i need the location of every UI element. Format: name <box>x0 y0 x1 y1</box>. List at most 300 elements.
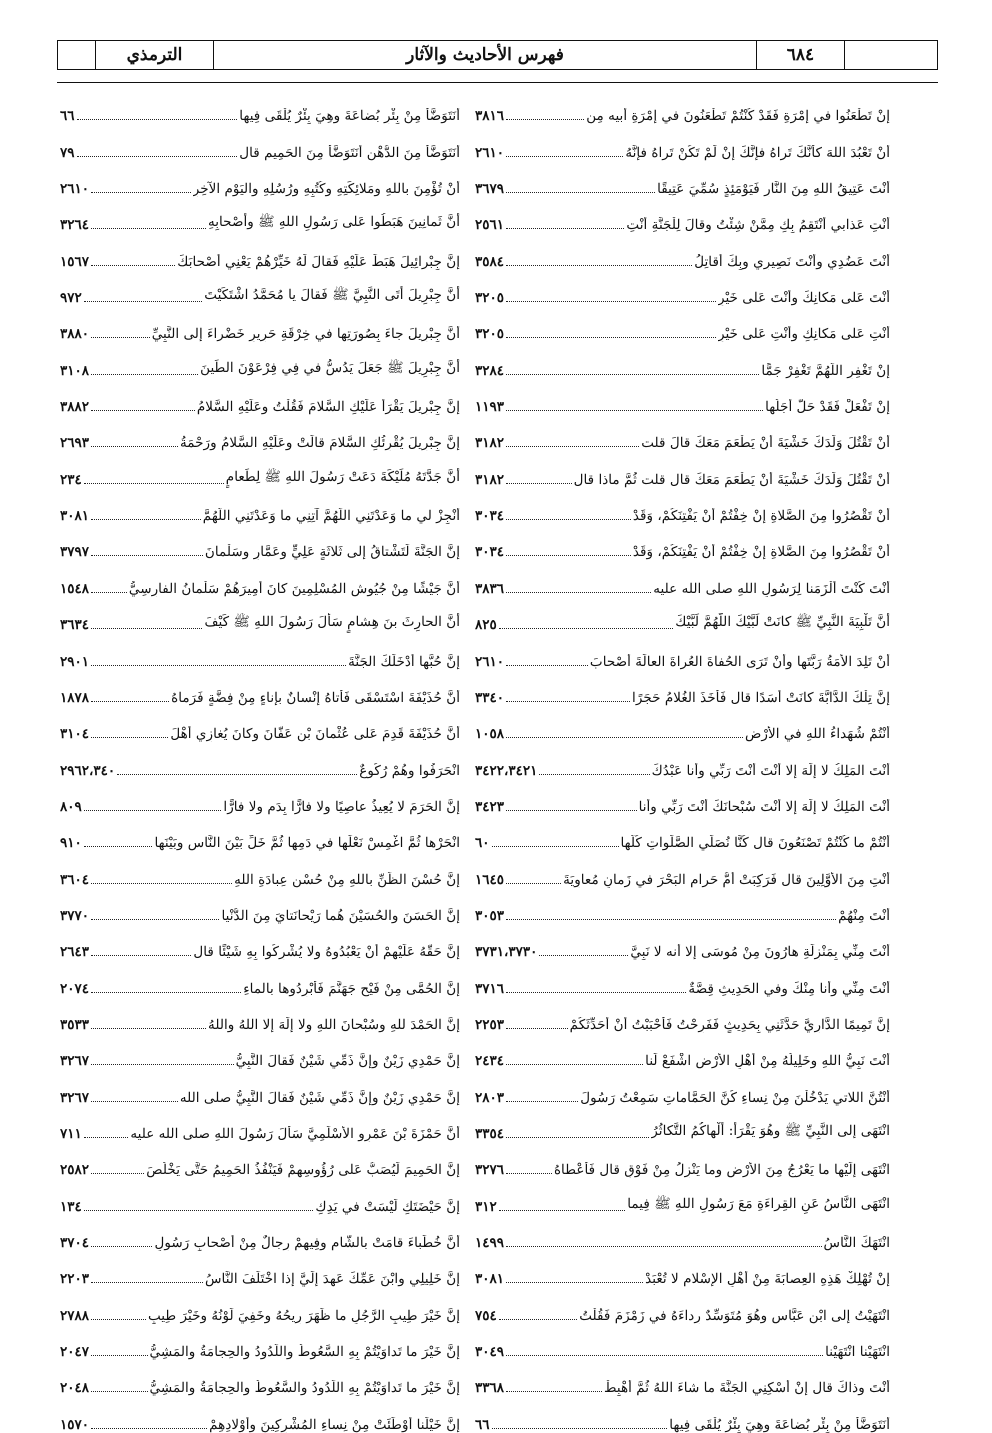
hadith-number: ٣٢٧٦ <box>475 1162 505 1179</box>
hadith-number: ٣٠٣٤ <box>475 544 505 561</box>
dot-leader <box>77 119 238 120</box>
entry-text: إنَّ خَيْلَنا أوْطَئَتْ مِنْ نِساءِ المُشْرِكِينَ وأوْلادِهِمْ <box>209 1416 460 1433</box>
dot-leader <box>91 1282 203 1283</box>
entry-text: أنَّ جَدَّتَهُ مُلَيْكَةَ دَعَتْ رَسُولَ اللهِ ﷺ لِطَعامٍ <box>225 468 460 485</box>
hadith-number: ٣٦٠٤ <box>60 871 90 888</box>
index-entry <box>60 888 460 924</box>
entry-text: أنْتَ وذاكَ قال إنْ أُسْكِنِي الجَنَّةَ ما شاءَ اللهُ ثُمَّ أهْبِطْ <box>603 1380 890 1397</box>
hadith-number: ٣٢٦٧ <box>60 1053 90 1070</box>
entry-text: إنَّ الحَمِيمَ لَيُصَبُّ عَلى رُؤُوسِهِمْ فَيَنْفُذُ الحَمِيمُ حَتَّى يَخْلُصَ <box>146 1162 460 1179</box>
hadith-number: ٣٥٨٤ <box>475 253 505 270</box>
hadith-number: ٣١٠٤ <box>60 726 90 743</box>
dot-leader <box>91 592 127 593</box>
entry-text: أنْتَ عَتِيقُ اللهِ مِنَ النَّارِ فَيَوْمَئِذٍ سُمِّيَ عَتِيقًا <box>657 181 890 198</box>
dot-leader <box>91 519 201 520</box>
hadith-number: ١٥٧٠ <box>60 1416 90 1433</box>
dot-leader <box>117 774 357 775</box>
entry-text: إنَّ خَلِيلِي وابْنَ عَمِّكَ عَهِدَ إلَيَّ إذا اخْتَلَفَ النَّاسُ <box>204 1271 460 1288</box>
entry-text: أنْتُمْ شُهَداءُ اللهِ في الأرْضِ <box>744 726 890 743</box>
dot-leader <box>84 810 222 811</box>
hadith-number: ٣٠٨١ <box>475 1271 505 1288</box>
dot-leader <box>539 774 649 775</box>
dot-leader <box>84 483 224 484</box>
index-entry <box>475 88 890 124</box>
index-entry <box>60 197 460 233</box>
index-entry <box>60 1178 460 1214</box>
hadith-number: ٨٠٩ <box>60 798 82 815</box>
index-entry <box>60 960 460 996</box>
dot-leader <box>91 1173 144 1174</box>
index-entry <box>475 415 890 451</box>
dot-leader <box>506 1101 578 1102</box>
entry-text: أنْ تُؤْمِنَ باللهِ ومَلائِكَتِهِ وكُتُبِهِ ورُسُلِهِ واليَوْمِ الآخِرِ <box>192 181 460 198</box>
dot-leader <box>506 592 651 593</box>
index-entry <box>60 815 460 851</box>
hadith-number: ٧٥٤ <box>475 1307 497 1324</box>
dot-leader <box>91 555 203 556</box>
entry-text: أنْ تَقْصُرُوا مِنَ الصَّلاةِ إنْ خِفْتُمْ أنْ يَفْتِنَكُمْ، وَقَدْ <box>632 544 890 561</box>
index-entry <box>60 560 460 596</box>
index-entry <box>60 161 460 197</box>
entry-text: إنْ تَطْعَنُوا في إمْرَةِ فَقَدْ كُنْتُمْ تَطْعَنُونَ في إمْرَةِ أبيه مِن <box>586 108 890 125</box>
dot-leader <box>539 955 628 956</box>
index-entry <box>60 415 460 451</box>
dot-leader <box>91 374 198 375</box>
index-entry <box>475 1287 890 1323</box>
entry-text: أنْتَ المَلِكُ لا إلَهَ إلا أنْتَ أنْتَ رَبِّي وأنا عَبْدُكَ <box>651 762 890 779</box>
index-entry <box>60 851 460 887</box>
entry-text: إنَّ تِلْكَ الدَّابَّةَ كانَتْ أسَدًا قال فَأخَذَ الغُلامُ حَجَرًا <box>632 689 890 706</box>
entry-text: أنْتَ عَضُدِي وأنْتَ نَصِيرِي وبِكَ أُقاتِلُ <box>694 253 890 270</box>
index-entry <box>475 197 890 233</box>
entry-text: أنَّ حُذَيْفَةَ قَدِمَ عَلى عُثْمانَ بْنِ عَفَّانَ وكانَ يُغازِي أهْلَ <box>170 726 460 743</box>
index-entry <box>475 270 890 306</box>
hadith-number: ٢٦٩٣ <box>60 435 90 452</box>
hadith-number: ٢٠٤٧ <box>60 1344 90 1361</box>
entry-text: أنَّ جِبْرِيلَ جاءَ بِصُورَتِها في خِرْقَةِ حَرِيرٍ خَضْراءَ إلى النَّبِيِّ <box>151 326 460 343</box>
hadith-number: ١٣٤ <box>60 1198 82 1215</box>
index-entry <box>475 342 890 378</box>
dot-leader <box>91 410 195 411</box>
index-entry <box>475 1324 890 1360</box>
index-entry <box>60 1069 460 1105</box>
entry-text: أنْتَ مِنِّي وأنا مِنْكَ وفي الحَدِيثِ قِصَّةٌ <box>688 980 890 997</box>
hadith-number: ٣٤٢٣ <box>475 798 505 815</box>
entry-text: أنْ تَقْتُلَ وَلَدَكَ خَشْيَةَ أنْ يَطْعَمَ مَعَكَ قالَ قلت <box>641 435 890 452</box>
entry-text: إنَّ حَيْضَتَكِ لَيْسَتْ في يَدِكِ <box>315 1198 460 1215</box>
hadith-number: ٣٨٨٢ <box>60 399 90 416</box>
dot-leader <box>84 846 153 847</box>
page-header <box>57 40 938 70</box>
entry-text: إنَّ جِبْرائِيلَ هَبَطَ عَلَيْهِ فَقالَ لَهُ خَيِّرْهُمْ يَعْنِي أصْحابَكَ <box>177 253 460 270</box>
index-entry <box>475 997 890 1033</box>
index-entry <box>475 451 890 487</box>
index-entry <box>475 888 890 924</box>
dot-leader <box>506 810 637 811</box>
index-entry <box>60 124 460 160</box>
dot-leader <box>506 992 686 993</box>
entry-text: أنَّ حَمْزَةَ بْنَ عَمْرٍو الأسْلَمِيَّ سَألَ رَسُولَ اللهِ صلى الله عليه <box>130 1125 460 1142</box>
hadith-number: ٢٢٥٣ <box>475 1016 505 1033</box>
hadith-number: ٩٧٢ <box>60 290 82 307</box>
hadith-number: ٣٨٣٦ <box>475 580 505 597</box>
hadith-number: ٦٦ <box>475 1416 490 1433</box>
dot-leader <box>91 1319 146 1320</box>
hadith-number: ١٥٦٧ <box>60 253 90 270</box>
hadith-number: ٣٠٥٣ <box>475 907 505 924</box>
entry-text: انْتَهَكَ النَّاسُ <box>823 1235 890 1251</box>
hadith-number: ٣٨٨٠ <box>60 326 90 343</box>
hadith-number: ١٤٩٩ <box>475 1235 505 1251</box>
dot-leader <box>506 337 716 338</box>
entry-text: إنَّ جِبْرِيلَ يُقْرِئُكِ السَّلامَ قالَتْ وعَلَيْهِ السَّلامُ ورَحْمَةُ <box>179 435 460 452</box>
hadith-number: ٣٠٣٤ <box>475 508 505 525</box>
index-entry <box>475 779 890 815</box>
header-rule <box>57 82 938 83</box>
dot-leader <box>91 883 232 884</box>
entry-text: إنَّ حَمْدِي زَيْنٌ وإنَّ ذَمِّي شَيْنٌ فَقالَ النَّبِيُّ صلى الله <box>179 1089 460 1106</box>
header-empty-cell-left <box>58 41 96 69</box>
entry-text: أنْتِ عَذابي أنْتَقِمُ بِكِ مِمَّنْ شِئْتُ وقالَ لِلْجَنَّةِ أنْتِ <box>626 217 890 234</box>
dot-leader <box>506 1173 552 1174</box>
index-entry <box>60 1396 460 1432</box>
dot-leader <box>506 555 631 556</box>
index-entry <box>60 488 460 524</box>
dot-leader <box>84 301 202 302</box>
entry-text: أنْ تَقْصُرُوا مِنَ الصَّلاةِ إنْ خِفْتُمْ أنْ يَفْتِنَكُمْ، وَقَدْ <box>632 508 890 525</box>
index-entry <box>60 233 460 269</box>
index-entry <box>60 1142 460 1178</box>
entry-text: أنَتَوَضَّأُ مِنْ بِئْرِ بُضاعَةَ وهِيَ بِئْرٌ يُلْقَى فِيها <box>239 108 460 125</box>
entry-text: إنَّ حُبَّها أدْخَلَكَ الجَنَّةَ <box>348 653 460 670</box>
dot-leader <box>91 955 191 956</box>
dot-leader <box>506 1355 823 1356</box>
index-entry <box>475 306 890 342</box>
index-entry <box>475 633 890 669</box>
index-entry <box>60 1215 460 1251</box>
header-empty-cell-right <box>845 41 937 69</box>
dot-leader <box>91 265 175 266</box>
hadith-number: ٢٥٨٢ <box>60 1162 90 1179</box>
entry-text: انْحَرْها ثُمَّ اغْمِسْ نَعْلَها في دَمِها ثُمَّ خَلِّ بَيْنَ النَّاسِ وبَيْنَها <box>154 835 460 852</box>
dot-leader <box>506 1137 649 1138</box>
dot-leader <box>91 701 169 702</box>
hadith-number: ٢٢٠٣ <box>60 1271 90 1288</box>
dot-leader <box>91 1355 147 1356</box>
index-entry <box>475 1106 890 1142</box>
entry-text: أنْتَ المَلِكُ لا إلَهَ إلا أنْتَ سُبْحانَكَ أنْتَ رَبِّي وأنا <box>638 798 890 815</box>
index-entry <box>475 1033 890 1069</box>
dot-leader <box>506 410 763 411</box>
index-entry <box>60 1287 460 1323</box>
dot-leader <box>77 156 238 157</box>
hadith-number: ١٠٥٨ <box>475 726 505 743</box>
hadith-number: ٣٠٨١ <box>60 508 90 525</box>
entry-text: إنَّ جِبْرِيلَ يَقْرَأُ عَلَيْكِ السَّلامَ فَقُلْتُ وعَلَيْهِ السَّلامُ <box>196 399 460 416</box>
hadith-number: ٣٢٠٥ <box>475 326 505 343</box>
hadith-number: ٢٦٤٣ <box>60 944 90 961</box>
hadith-number: ٣٨١٦ <box>475 108 505 125</box>
hadith-number: ٢٩٠١ <box>60 653 90 670</box>
entry-text: أنَّ جِبْرِيلَ أتَى النَّبِيَّ ﷺ فَقالَ يا مُحَمَّدُ اشْتَكَيْتَ <box>204 287 460 304</box>
index-entry <box>475 161 890 197</box>
entry-text: انْتَهَيْنا انْتَهَيْنا <box>825 1344 890 1361</box>
index-entry <box>60 1033 460 1069</box>
hadith-number: ٨٢٥ <box>475 617 497 634</box>
entry-text: إنَّ الحُمَّى مِنْ فَيْحِ جَهَنَّمَ فَأبْرِدُوها بالماءِ <box>243 980 460 997</box>
dot-leader <box>91 1028 206 1029</box>
index-entry <box>60 597 460 633</box>
hadith-number: ٢٦١٠ <box>475 144 505 161</box>
index-entry <box>475 1142 890 1178</box>
entry-text: أنَّ الحارِثَ بنَ هِشامٍ سَألَ رَسُولَ اللهِ ﷺ كَيْفَ <box>204 614 460 631</box>
entry-text: أنْتَ كُنْتَ أَلْزَمَنا لِرَسُولِ اللهِ صلى الله عليه <box>653 580 890 597</box>
hadith-number: ٢٤٣٤ <box>475 1053 505 1070</box>
index-entry <box>60 670 460 706</box>
entry-text: أنْتَ مِنِّي بِمَنْزِلَةِ هارُونَ مِنْ مُوسَى إلا أنه لا نَبِيَّ <box>630 944 890 961</box>
index-entry <box>475 924 890 960</box>
hadith-number: ٣٧٩٧ <box>60 544 90 561</box>
entry-text: أنَّ خُطَباءَ قامَتْ بالشَّامِ وفِيهِمْ رِجالٌ مِنْ أصْحابِ رَسُولِ <box>154 1235 460 1251</box>
dot-leader <box>506 374 759 375</box>
page-title: فهرس الأحاديث والآثار <box>214 41 757 69</box>
index-entry <box>475 670 890 706</box>
dot-leader <box>91 446 178 447</box>
dot-leader <box>84 1210 314 1211</box>
index-entry <box>475 1396 890 1432</box>
entry-text: انْتَهَيْتُ إلى ابْنِ عَبَّاسٍ وهُوَ مُتَوَسِّدٌ رِداءَهُ في زَمْزَمَ فَقُلْتُ <box>579 1307 890 1324</box>
entry-text: إنَّ حَمْدِي زَيْنٌ وإنَّ ذَمِّي شَيْنٌ فَقالَ النَّبِيُّ <box>235 1053 460 1070</box>
right-column <box>475 88 890 1433</box>
index-entry <box>60 1360 460 1396</box>
entry-text: إنَّ الحَمْدَ للهِ وسُبْحانَ اللهِ ولا إلَهَ إلا اللهُ واللهُ <box>208 1016 460 1033</box>
index-entry <box>475 524 890 560</box>
entry-text: أنْتَ نَبِيُّ اللهِ وخَلِيلُهُ مِنْ أهْلِ الأرْضِ اشْفَعْ لَنا <box>645 1053 890 1070</box>
dot-leader <box>506 701 630 702</box>
dot-leader <box>506 1246 822 1247</box>
index-entry <box>475 1178 890 1214</box>
hadith-number: ٣٣٤٠ <box>475 689 505 706</box>
index-entry <box>475 851 890 887</box>
entry-text: أنْتِ مِنَ الأوَّلِينَ قال فَرَكِبَتْ أُمُّ حَرامٍ البَحْرَ في زَمانِ مُعاوِيَةَ <box>563 871 890 888</box>
hadith-number: ٦٦ <box>60 108 75 125</box>
index-entry <box>60 1251 460 1287</box>
entry-text: أنْ تَقْتُلَ وَلَدَكَ خَشْيَةَ أنْ يَطْعَمَ مَعَكَ قال قلت ثُمَّ ماذا قال <box>573 471 890 488</box>
index-entry <box>475 488 890 524</box>
dot-leader <box>506 1028 568 1029</box>
dot-leader <box>506 265 692 266</box>
entry-text: إنْ تُهْلِكْ هَذِهِ العِصابَةَ مِنْ أهْلِ الإسْلامِ لا تُعْبَدْ <box>645 1271 890 1288</box>
hadith-number: ١٥٤٨ <box>60 580 90 597</box>
hadith-number: ٣٢٦٤ <box>60 217 90 234</box>
hadith-number: ٢٠٤٨ <box>60 1380 90 1397</box>
index-entry <box>475 124 890 160</box>
hadith-number: ٢٦١٠ <box>60 181 90 198</box>
hadith-number: ٣١٢ <box>475 1198 497 1215</box>
hadith-number: ٢٣٤ <box>60 471 82 488</box>
entry-text: إنَّ حَقَّهُ عَلَيْهِمْ أنْ يَعْبُدُوهُ ولا يُشْرِكُوا بِهِ شَيْئًا قال <box>193 944 460 961</box>
dot-leader <box>506 665 588 666</box>
left-column <box>60 88 460 1433</box>
index-entry <box>60 742 460 778</box>
hadith-number: ٣٧٣١،٣٧٣٠ <box>475 944 538 961</box>
index-entry <box>60 379 460 415</box>
hadith-number: ٣٠٤٩ <box>475 1344 505 1361</box>
entry-text: انْتَهَى إلَيْها ما يَعْرُجُ مِنَ الأرْضِ وما يَنْزِلُ مِنْ فَوْقٍ قال فَأعْطاهُ <box>553 1162 890 1179</box>
hadith-number: ٢٩٦٢،٣٤٠ <box>60 762 116 779</box>
entry-text: أنْجِزْ لي ما وَعَدْتَنِي اللَّهُمَّ آتِنِي ما وَعَدْتَنِي اللَّهُمَّ <box>202 508 460 525</box>
hadith-number: ٣٧٧٠ <box>60 907 90 924</box>
hadith-number: ٦٠ <box>475 835 490 852</box>
hadith-number: ٣١٠٨ <box>60 362 90 379</box>
dot-leader <box>492 846 619 847</box>
entry-text: أنَّ جِبْرِيلَ ﷺ جَعَلَ يَدُسُّ في فِي فِرْعَوْنَ الطِّينَ <box>200 359 460 376</box>
index-entry <box>60 342 460 378</box>
index-entry <box>475 1251 890 1287</box>
hadith-number: ٣٧٠٤ <box>60 1235 90 1251</box>
dot-leader <box>84 1137 129 1138</box>
dot-leader <box>91 665 346 666</box>
entry-text: أنْتُمْ ما كُنْتُمْ تَصْنَعُونَ قال كُنَّا نُصَلِّي الصَّلَواتِ كُلَّها <box>620 835 890 852</box>
dot-leader <box>91 628 202 629</box>
index-entry <box>475 815 890 851</box>
hadith-number: ١٦٤٥ <box>475 871 505 888</box>
entry-text: أنَتَوَضَّأُ مِنَ الدُّهْنِ أنَتَوَضَّأُ مِنَ الحَمِيمِ قال <box>239 144 460 161</box>
dot-leader <box>492 1428 668 1429</box>
index-entry <box>60 924 460 960</box>
entry-text: أنْتَ مِنْهُمْ <box>838 907 890 924</box>
dot-leader <box>91 1428 207 1429</box>
entry-text: أنْ تَلِدَ الأمَةُ رَبَّتَها وأنْ تَرَى الحُفاةَ العُراةَ العالَةَ أصْحابَ <box>589 653 890 670</box>
dot-leader <box>506 301 716 302</box>
index-entry <box>475 1069 890 1105</box>
index-entry <box>475 597 890 633</box>
entry-text: إنَّ الجَنَّةَ لَتَشْتاقُ إلى ثَلاثَةٍ عَلِيٍّ وعَمَّارٍ وسَلْمانَ <box>204 544 460 561</box>
hadith-number: ٢٠٧٤ <box>60 980 90 997</box>
entry-text: إنَّ خَيْرَ ما تَداوَيْتُمْ بِهِ السَّعُوطُ واللَّدُودُ والحِجامَةُ والمَشِيُّ <box>149 1344 460 1361</box>
dot-leader <box>506 919 836 920</box>
index-entry <box>60 1324 460 1360</box>
entry-text: إنَّ الحَرَمَ لا يُعِيذُ عاصِيًا ولا فارًّا بِدَمٍ ولا فارًّا <box>223 798 460 815</box>
index-entry <box>475 960 890 996</box>
dot-leader <box>499 1319 577 1320</box>
index-entry <box>475 379 890 415</box>
hadith-number: ٣١٨٢ <box>475 435 505 452</box>
dot-leader <box>506 483 572 484</box>
hadith-number: ٢٧٨٨ <box>60 1307 90 1324</box>
index-entry <box>475 1360 890 1396</box>
dot-leader <box>91 737 168 738</box>
hadith-number: ٣٦٣٤ <box>60 617 90 634</box>
index-entry <box>60 997 460 1033</box>
entry-text: أنَّ ثَمانِينَ هَبَطُوا عَلى رَسُولِ اللهِ ﷺ وأصْحابِهِ <box>207 214 460 231</box>
dot-leader <box>506 119 584 120</box>
dot-leader <box>91 1391 147 1392</box>
book-name: الترمذي <box>96 41 214 69</box>
hadith-number: ٣١٨٢ <box>475 471 505 488</box>
dot-leader <box>91 919 219 920</box>
index-entry <box>475 560 890 596</box>
hadith-number: ٣٢٦٧ <box>60 1089 90 1106</box>
dot-leader <box>506 228 624 229</box>
entry-text: انْتَهَى إلى النَّبِيِّ ﷺ وهُوَ يَقْرَأُ: أَلْهاكُمُ التَّكاثُرُ <box>651 1122 890 1139</box>
hadith-number: ٣٦٧٩ <box>475 181 505 198</box>
entry-text: أنْتَ عَلى مَكانِكَ وأنْتَ عَلى خَيْرٍ <box>717 290 890 307</box>
entry-text: أنَّ جَيْشًا مِنْ جُيُوشِ المُسْلِمِينَ كانَ أمِيرَهُمْ سَلْمانُ الفارِسِيُّ <box>128 580 460 597</box>
index-entry <box>60 633 460 669</box>
dot-leader <box>506 1064 643 1065</box>
dot-leader <box>499 1210 626 1211</box>
entry-text: أنْ تَعْبُدَ اللهَ كأنَّكَ تَراهُ فإنَّكَ إنْ لَمْ تَكُنْ تَراهُ فإنَّهُ <box>625 144 890 161</box>
dot-leader <box>91 992 241 993</box>
index-entry <box>475 1215 890 1251</box>
dot-leader <box>506 1282 643 1283</box>
dot-leader <box>91 1064 234 1065</box>
entry-text: إنَّ تَمِيمًا الدَّارِيَّ حَدَّثَنِي بِحَدِيثٍ فَفَرِحْتُ فَأحْبَبْتُ أنْ أُحَدِّثَكُمْ <box>569 1016 890 1033</box>
entry-text: إنَّ خَيْرَ ما تَداوَيْتُمْ بِهِ اللَّدُودُ والسَّعُوطُ والحِجامَةُ والمَشِيُّ <box>149 1380 460 1397</box>
hadith-number: ٣٢٨٤ <box>475 362 505 379</box>
hadith-number: ١٨٧٨ <box>60 689 90 706</box>
index-entry <box>60 706 460 742</box>
hadith-number: ٣٣٦٨ <box>475 1380 505 1397</box>
dot-leader <box>506 446 639 447</box>
hadith-number: ٣٤٢٢،٣٤٢١ <box>475 762 538 779</box>
entry-text: أنَتَوَضَّأُ مِنْ بِئْرِ بُضاعَةَ وهِيَ بِئْرٌ يُلْقَى فِيها <box>669 1416 890 1433</box>
index-entry <box>60 270 460 306</box>
index-entry <box>475 742 890 778</box>
entry-text: أنَّ حُذَيْفَةَ اسْتَسْقَى فَأتاهُ إنْسانٌ بإناءٍ مِنْ فِضَّةٍ فَرَماهُ <box>171 689 460 706</box>
dot-leader <box>506 192 655 193</box>
dot-leader <box>506 156 623 157</box>
hadith-number: ٧٩ <box>60 144 75 161</box>
dot-leader <box>91 337 150 338</box>
entry-text: إنَّ خَيْرَ طِيبِ الرَّجُلِ ما ظَهَرَ رِيحُهُ وخَفِيَ لَوْنُهُ وخَيْرَ طِيبِ <box>147 1307 460 1324</box>
index-entry <box>60 88 460 124</box>
entry-text: أنْتُنَّ اللاتي يَدْخُلْنَ مِنْ نِساءِ كُنَّ الحَمَّاماتِ سَمِعْتُ رَسُولَ <box>580 1089 890 1106</box>
hadith-number: ٣٣٥٤ <box>475 1125 505 1142</box>
hadith-number: ٣٥٣٣ <box>60 1016 90 1033</box>
entry-text: أنْتِ عَلى مَكانِكِ وأنْتِ عَلى خَيْرٍ <box>717 326 890 343</box>
page-number: ٦٨٤ <box>757 41 845 69</box>
hadith-number: ٣٧١٦ <box>475 980 505 997</box>
entry-text: إنَّ حُسْنَ الظَّنِّ باللهِ مِنْ حُسْنِ عِبادَةِ اللهِ <box>234 871 460 888</box>
entry-text: انْحَرَفُوا وهُمْ رُكُوعٌ <box>359 762 460 779</box>
hadith-number: ١١٩٣ <box>475 399 505 416</box>
index-entry <box>60 1106 460 1142</box>
entry-text: انْتَهَى النَّاسُ عَنِ القِراءَةِ مَعَ رَسُولِ اللهِ ﷺ فِيما <box>627 1195 890 1212</box>
index-entry <box>60 451 460 487</box>
entry-text: إنْ تَفْعَلْ فَقَدْ حَلَّ أجَلُها <box>765 399 890 416</box>
hadith-number: ٣٢٠٥ <box>475 290 505 307</box>
dot-leader <box>499 628 673 629</box>
entry-text: إنْ تَغْفِرِ اللَّهُمَّ تَغْفِرْ جَمًّا <box>761 362 890 379</box>
dot-leader <box>91 228 206 229</box>
hadith-number: ٢٨٠٣ <box>475 1089 505 1106</box>
entry-text: أنَّ تَلْبِيَةَ النَّبِيِّ ﷺ كانَتْ لَبَّيْكَ اللَّهُمَّ لَبَّيْكَ <box>675 614 890 631</box>
hadith-number: ٢٥٦١ <box>475 217 505 234</box>
dot-leader <box>506 883 561 884</box>
index-entry <box>60 306 460 342</box>
dot-leader <box>506 1391 602 1392</box>
index-entry <box>475 233 890 269</box>
index-entry <box>475 706 890 742</box>
dot-leader <box>506 519 631 520</box>
dot-leader <box>91 192 191 193</box>
dot-leader <box>506 737 743 738</box>
dot-leader <box>91 1101 178 1102</box>
index-entry <box>60 524 460 560</box>
hadith-number: ٧١١ <box>60 1125 82 1142</box>
